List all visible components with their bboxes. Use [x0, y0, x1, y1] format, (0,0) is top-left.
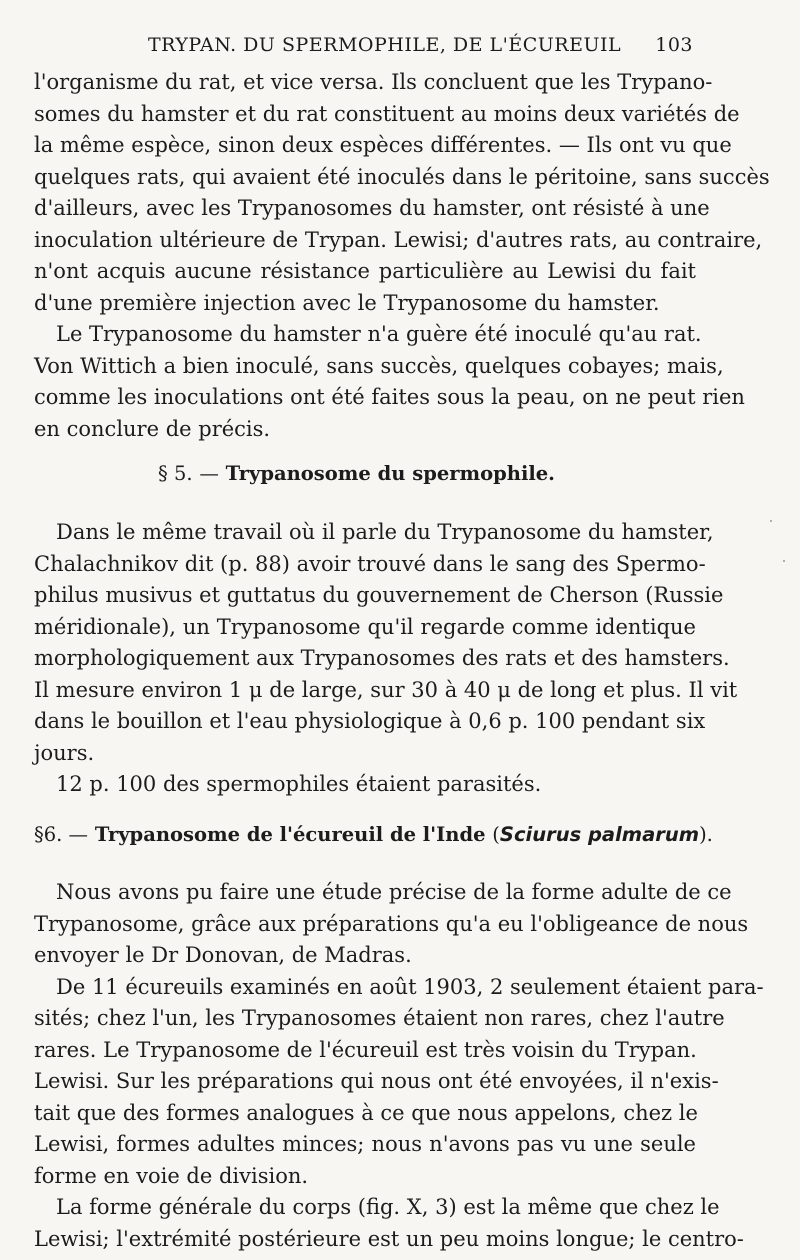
paren-close: ).	[699, 823, 713, 846]
text-line: sités; chez l'un, les Trypanosomes étaient non rares, chez l'autre	[34, 1006, 725, 1030]
text-line: Lewisi; l'extrémité postérieure est un peu moins longue; le centro-	[34, 1226, 744, 1251]
text-line: rares. Le Trypanosome de l'écureuil est très voisin du Trypan.	[34, 1037, 697, 1062]
text-line: 12 p. 100 des spermophiles étaient parasités.	[56, 772, 542, 796]
text-line: Chalachnikov dit (p. 88) avoir trouvé dans le sang des Spermo-	[34, 551, 706, 576]
page-number: 103	[655, 34, 693, 56]
text-line: la même espèce, sinon deux espèces différentes. — Ils ont vu que	[34, 133, 732, 157]
text-line: Trypanosome, grâce aux préparations qu'a eu l'obligeance de nous	[34, 911, 749, 936]
text-line: n'ont acquis aucune résistance particulière au Lewisi du fait	[34, 259, 696, 283]
text-line: l'organisme du rat, et vice versa. Ils concluent que les Trypano-	[34, 70, 713, 94]
text-line: jours.	[34, 740, 95, 765]
text-line: forme en voie de division.	[34, 1163, 309, 1188]
text-line: philus musivus et guttatus du gouvernement de Cherson (Russie	[34, 583, 724, 607]
running-head-title: TRYPAN. DU SPERMOPHILE, DE L'ÉCUREUIL	[148, 34, 622, 56]
text-line: Dans le même travail où il parle du Trypanosome du hamster,	[56, 520, 714, 544]
paragraph-block-3	[34, 877, 764, 1255]
section-5-heading	[158, 462, 555, 485]
text-line: inoculation ultérieure de Trypan. Lewisi; d'autres rats, au contraire,	[34, 227, 763, 252]
text-line: Le Trypanosome du hamster n'a guère été inoculé qu'au rat.	[56, 322, 702, 346]
text-line: De 11 écureuils examinés en août 1903, 2 seulement étaient para-	[56, 974, 764, 999]
text-line: morphologiquement aux Trypanosomes des rats et des hamsters.	[34, 646, 730, 670]
text-line: comme les inoculations ont été faites sous la peau, on ne peut rien	[34, 385, 745, 409]
text-line: somes du hamster et du rat constituent au moins deux variétés de	[34, 101, 740, 126]
section-number: § 5.	[158, 462, 193, 485]
text-line: dans le bouillon et l'eau physiologique à 0,6 p. 100 pendant six	[34, 709, 706, 733]
text-line: Nous avons pu faire une étude précise de la forme adulte de ce	[56, 880, 732, 904]
text-line: Lewisi. Sur les préparations qui nous ont été envoyées, il n'exis-	[34, 1069, 719, 1093]
section-title: Trypanosome de l'écureuil de l'Inde	[94, 823, 486, 846]
section-number: §6. —	[34, 823, 89, 846]
text-line: d'ailleurs, avec les Trypanosomes du hamster, ont résisté à une	[34, 196, 710, 220]
text-line: Il mesure environ 1 μ de large, sur 30 à 40 μ de long et plus. Il vit	[34, 677, 738, 702]
paper-speck	[783, 560, 785, 562]
text-line: envoyer le Dr Donovan, de Madras.	[34, 943, 412, 967]
paper-speck	[770, 520, 772, 522]
text-line: tait que des formes analogues à ce que nous appelons, chez le	[34, 1100, 698, 1125]
section-6-heading	[34, 823, 713, 846]
paren-open: (	[492, 823, 500, 846]
text-line: La forme générale du corps (fig. X, 3) est la même que chez le	[56, 1195, 720, 1219]
text-line: Von Wittich a bien inoculé, sans succès, quelques cobayes; mais,	[34, 353, 724, 378]
text-line: méridionale), un Trypanosome qu'il regarde comme identique	[34, 614, 696, 639]
text-line: en conclure de précis.	[34, 416, 271, 441]
text-line: quelques rats, qui avaient été inoculés dans le péritoine, sans succès	[34, 164, 770, 189]
section-title: Trypanosome du spermophile.	[225, 462, 555, 485]
paragraph-block-1	[34, 67, 770, 445]
text-line: Lewisi, formes adultes minces; nous n'avons pas vu une seule	[34, 1132, 696, 1156]
section-dash: —	[199, 462, 219, 485]
paragraph-block-2	[34, 517, 738, 801]
scientific-name: Sciurus palmarum	[499, 823, 700, 846]
text-line: d'une première injection avec le Trypanosome du hamster.	[34, 290, 660, 315]
